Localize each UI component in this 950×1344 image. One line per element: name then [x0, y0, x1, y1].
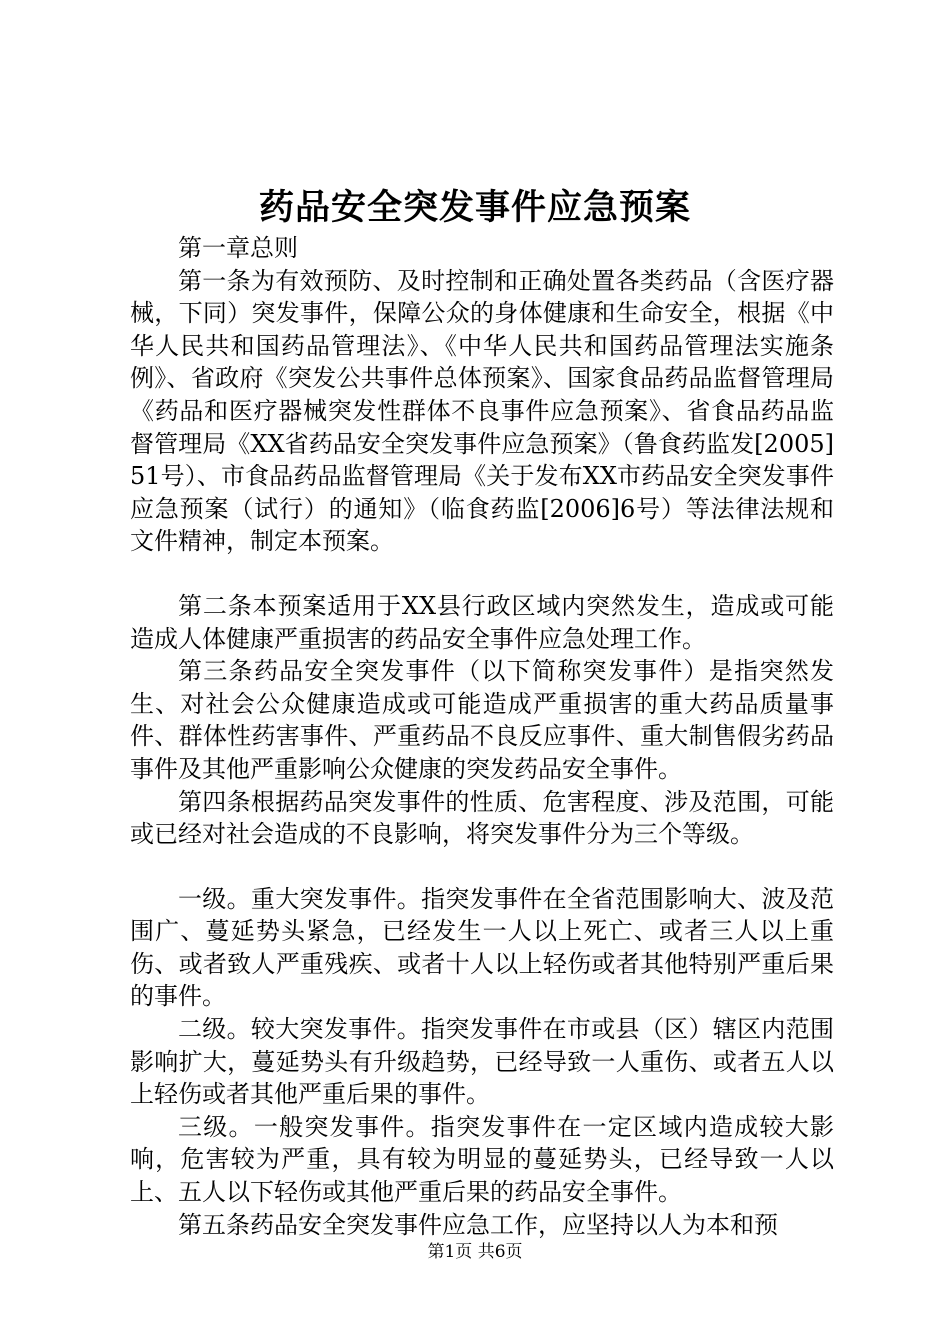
page-number-footer: 第1页 共6页 [427, 1242, 523, 1262]
level-3-paragraph: 三级。一般突发事件。指突发事件在一定区域内造成较大影响，危害较为严重，具有较为明显的蔓延势头，已经导致一人以上、五人以下轻伤或其他严重后果的药品安全事件。 [130, 1112, 834, 1207]
level-1-paragraph: 一级。重大突发事件。指突发事件在全省范围影响大、波及范围广、蔓延势头紧急，已经发生一人以上死亡、或者三人以上重伤、或者致人严重残疾、或者十人以上轻伤或者其他特别严重后果的事件。 [130, 884, 834, 1011]
article-2-paragraph: 第二条本预案适用于XX县行政区域内突然发生，造成或可能造成人体健康严重损害的药品安全事件应急处理工作。 [130, 591, 834, 653]
article-3-paragraph: 第三条药品安全突发事件（以下简称突发事件）是指突然发生、对社会公众健康造成或可能造成严重损害的重大药品质量事件、群体性药害事件、严重药品不良反应事件、重大制售假劣药品事件及其他严重影响公众健康的突发药品安全事件。 [130, 657, 834, 783]
article-4-paragraph: 第四条根据药品突发事件的性质、危害程度、涉及范围，可能或已经对社会造成的不良影响，将突发事件分为三个等级。 [130, 787, 834, 849]
document-title: 药品安全突发事件应急预案 [258, 187, 691, 228]
article-5-paragraph: 第五条药品安全突发事件应急工作，应坚持以人为本和预 [178, 1210, 778, 1239]
document-body [130, 232, 834, 1241]
chapter-heading: 第一章总则 [178, 234, 298, 262]
article-1-paragraph: 第一条为有效预防、及时控制和正确处置各类药品（含医疗器械，下同）突发事件，保障公众的身体健康和生命安全，根据《中华人民共和国药品管理法》、《中华人民共和国药品管理法实施条例》、省政府《突发公共事件总体预案》、国家食品药品监督管理局《药品和医疗器械突发性群体不良事件应急预案》、省食品药品监督管理局《XX省药品安全突发事件应急预案》（鲁食药监发[2005]51号）、市食品药品监督管理局《关于发布XX市药品安全突发事件应急预案（试行）的通知》（临食药监[2006]6号）等法律法规和文件精神，制定本预案。 [130, 266, 834, 556]
level-2-paragraph: 二级。较大突发事件。指突发事件在市或县（区）辖区内范围影响扩大，蔓延势头有升级趋势，已经导致一人重伤、或者五人以上轻伤或者其他严重后果的事件。 [130, 1015, 834, 1109]
